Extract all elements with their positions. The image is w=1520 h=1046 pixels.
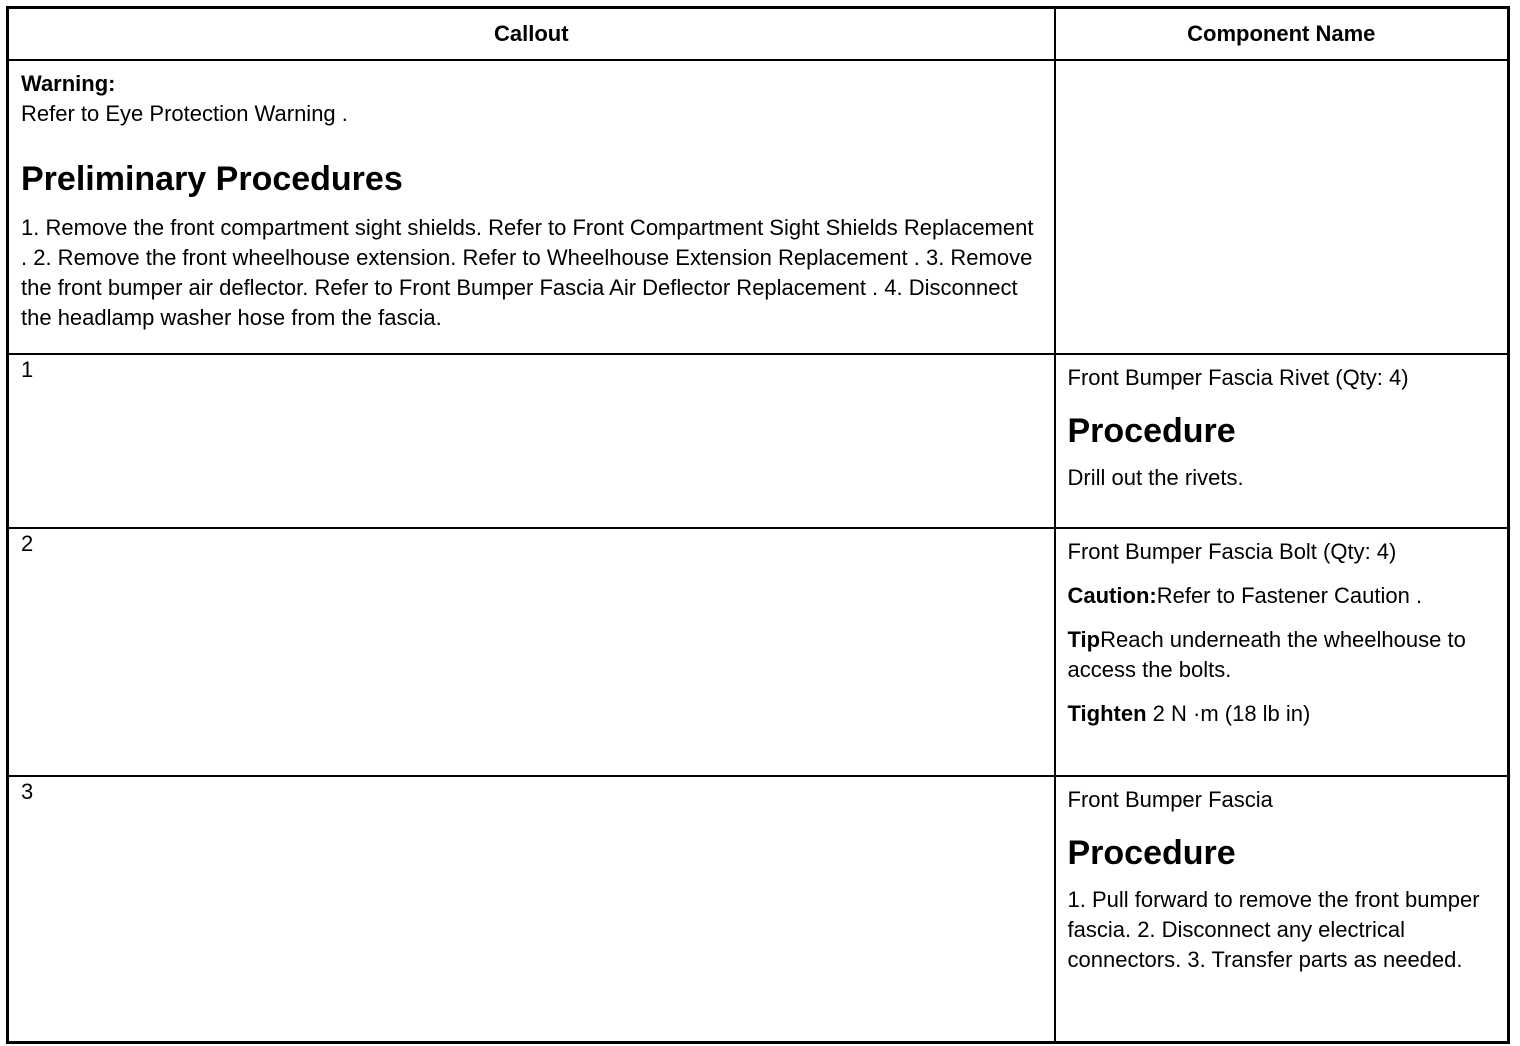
header-callout: Callout (8, 8, 1055, 61)
caution-label: Caution: (1067, 583, 1157, 608)
preliminary-steps: 1. Remove the front compartment sight shields. Refer to Front Compartment Sight Shields Replacement . 2. Remove the front wheelhouse extension. Refer to Wheelhouse Extension Replacement . 3. Remove the front bumper air deflector. Refer to Front Bumper Fascia Air Deflector Replacement . 4. Disconnect the headlamp washer hose from the fascia. (21, 215, 1034, 330)
procedure-table (6, 6, 1510, 1044)
table-row (8, 776, 1509, 1043)
component-cell (1055, 528, 1509, 776)
callout-number: 2 (8, 528, 1055, 776)
callout-number: 1 (8, 354, 1055, 528)
tighten-label: Tighten (1067, 701, 1147, 726)
tip-text: Reach underneath the wheelhouse to access the bolts. (1067, 627, 1466, 682)
preliminary-row (8, 60, 1509, 354)
procedure-text: Drill out the rivets. (1067, 465, 1244, 490)
table-header-row (8, 8, 1509, 61)
procedure-text: 1. Pull forward to remove the front bumper fascia. 2. Disconnect any electrical connectors. 3. Transfer parts as needed. (1067, 887, 1480, 972)
caution-text: Refer to Fastener Caution . (1156, 583, 1423, 608)
tighten-spec (1068, 699, 1496, 729)
header-component-name: Component Name (1055, 8, 1509, 61)
preliminary-cell (8, 60, 1055, 354)
caution-note (1068, 581, 1496, 611)
tip-label: Tip (1067, 627, 1101, 652)
table-row (8, 354, 1509, 528)
table-row (8, 528, 1509, 776)
tighten-text: 2 N ·m (18 lb in) (1146, 701, 1311, 726)
preliminary-component-cell (1055, 60, 1509, 354)
callout-number: 3 (8, 776, 1055, 1043)
tip-note (1068, 625, 1496, 685)
component-name: Front Bumper Fascia Rivet (Qty: 4) (1067, 365, 1409, 390)
component-cell (1055, 776, 1509, 1043)
preliminary-heading: Preliminary Procedures (21, 160, 403, 198)
component-cell (1055, 354, 1509, 528)
component-name: Front Bumper Fascia Bolt (Qty: 4) (1067, 539, 1397, 564)
warning-text: Refer to Eye Protection Warning . (21, 101, 348, 126)
warning-label: Warning: (21, 71, 116, 96)
component-name: Front Bumper Fascia (1067, 787, 1273, 812)
procedure-heading: Procedure (1067, 834, 1236, 872)
procedure-heading: Procedure (1067, 412, 1236, 450)
